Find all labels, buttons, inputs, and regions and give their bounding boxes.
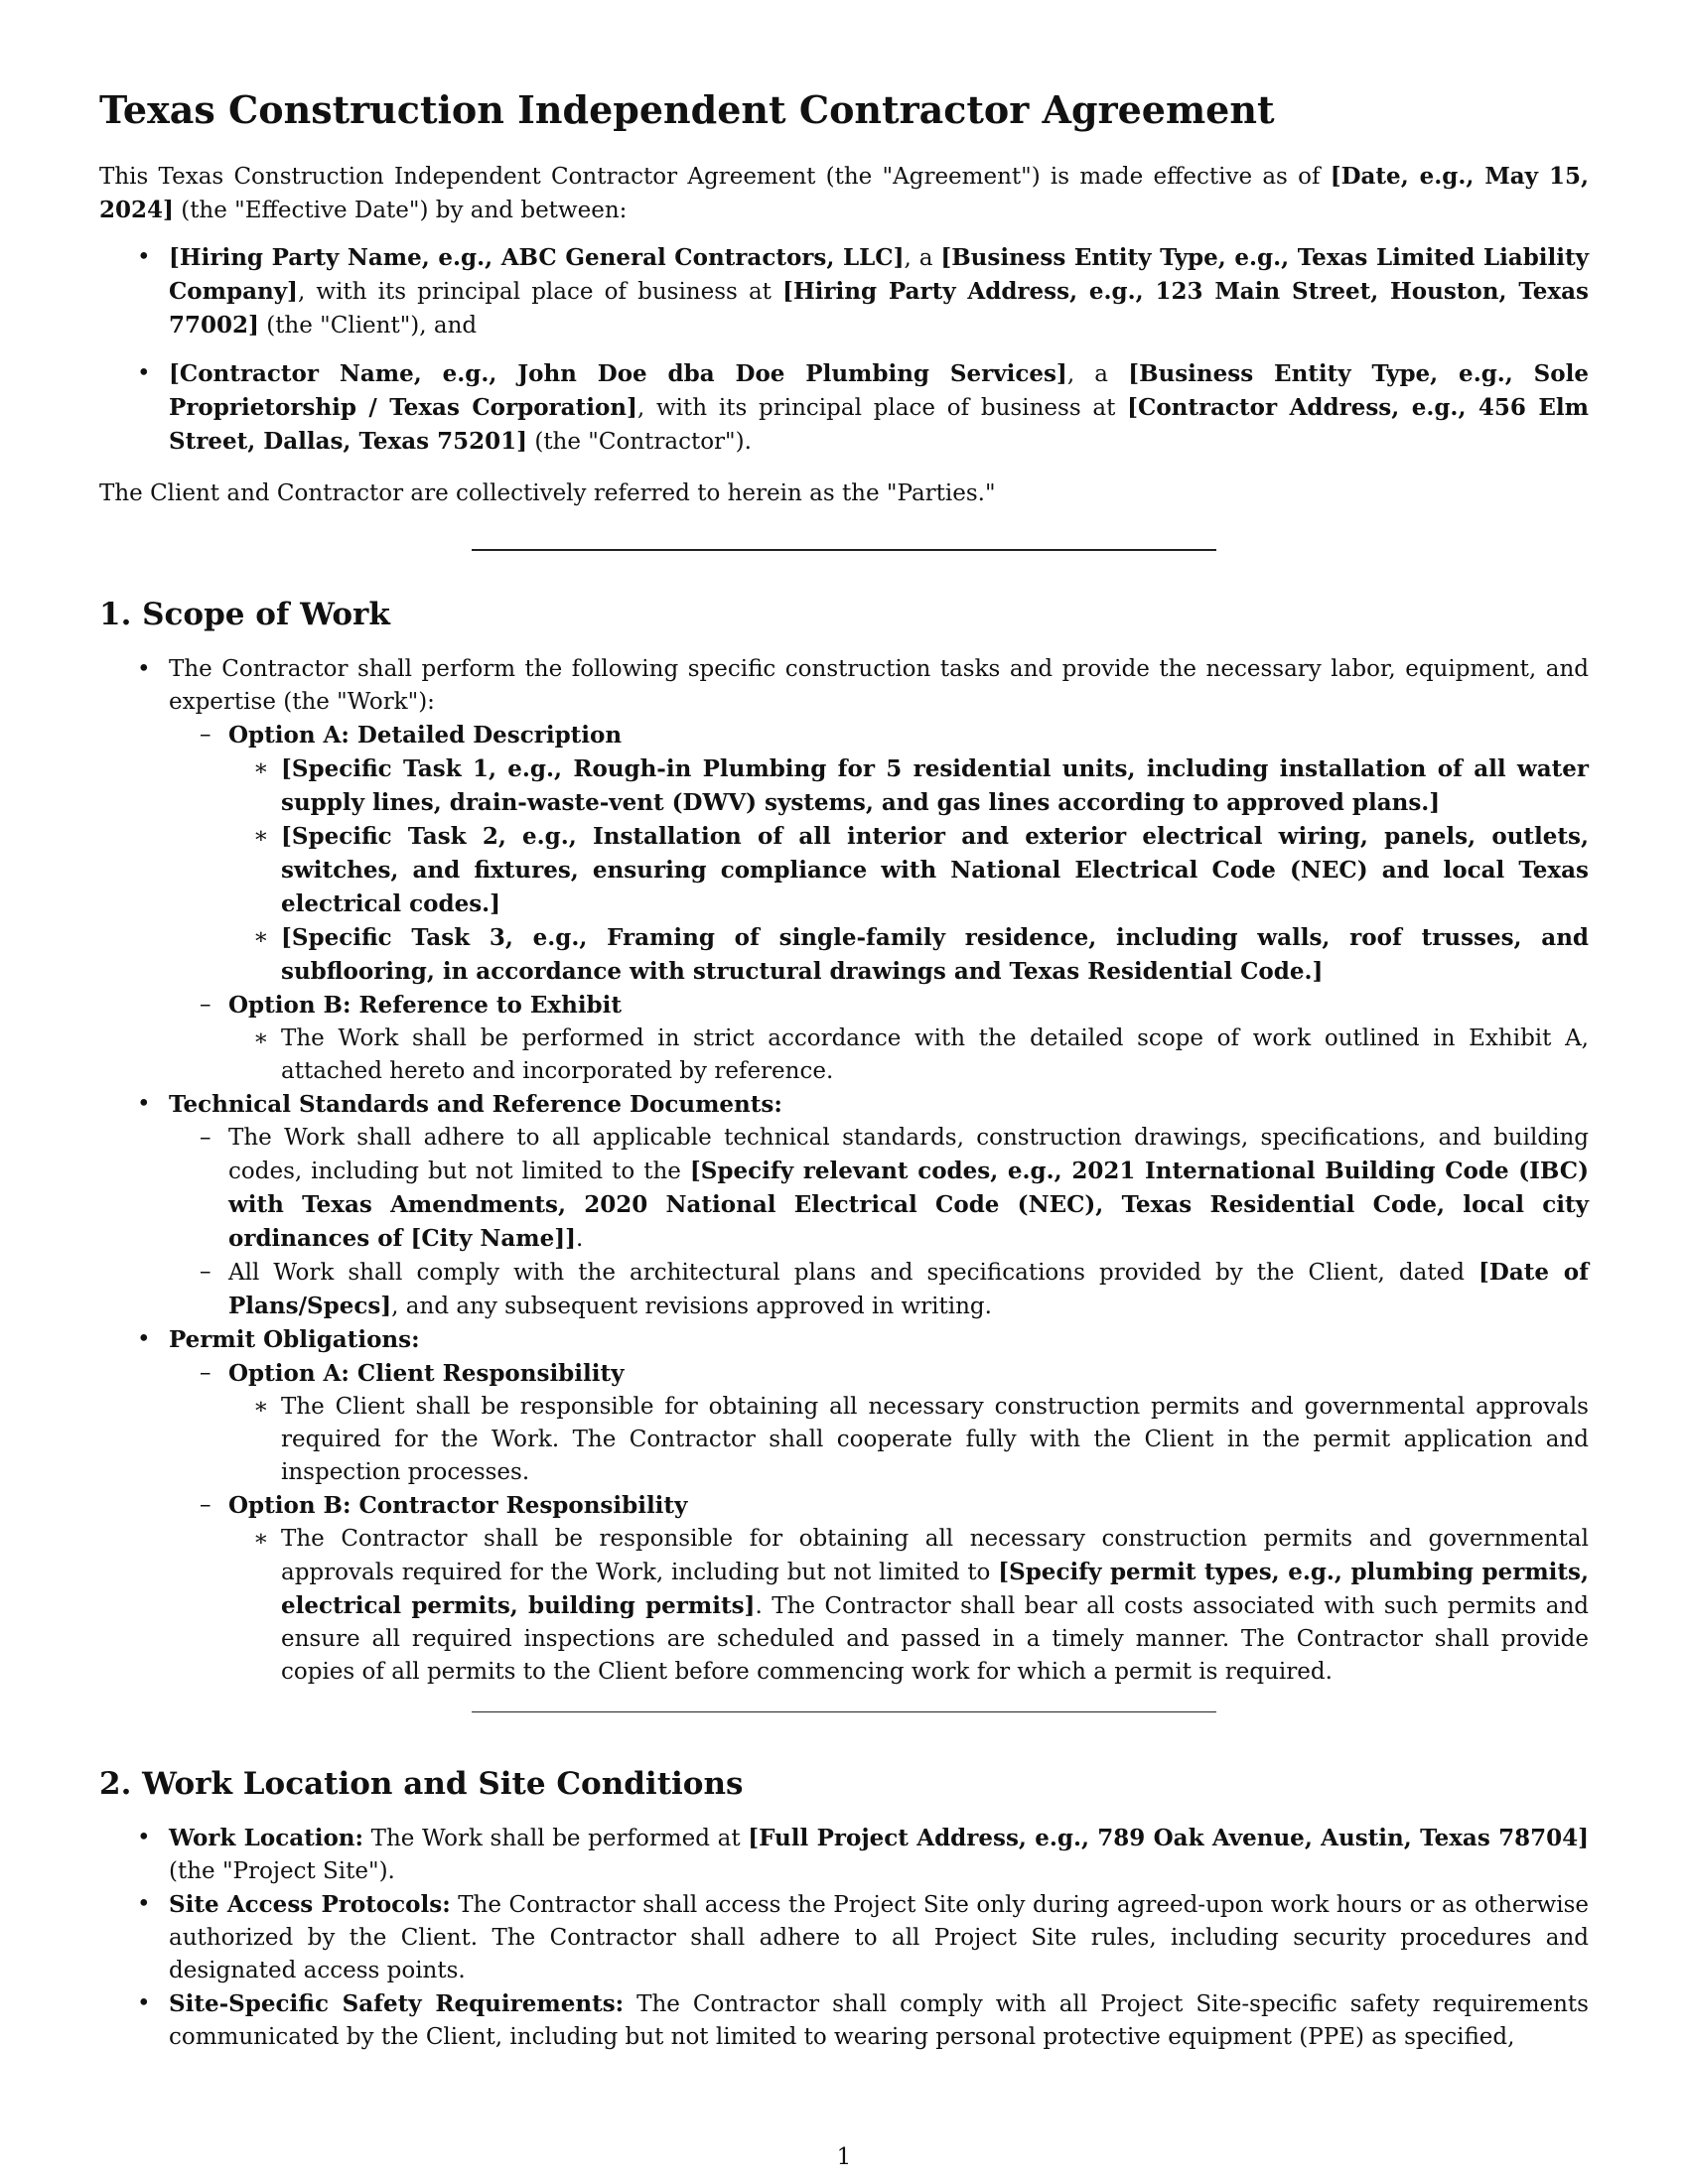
work-location-text: The Work shall be performed at [363, 1826, 749, 1851]
party-client [99, 241, 1589, 342]
section-2-heading: 2. Work Location and Site Conditions [99, 1766, 744, 1802]
technical-standards-label: Technical Standards and Reference Documents: [169, 1091, 782, 1118]
page-number: 1 [836, 2144, 852, 2170]
permit-option-a [99, 1357, 1589, 1489]
plans-item [99, 1256, 1589, 1323]
document-title: Texas Construction Independent Contractor Agreement [99, 87, 1275, 132]
work-location-text: (the "Project Site"). [169, 1858, 395, 1884]
site-access-text: The Contractor shall access the Project Site only during agreed-upon work hours or as otherwise authorized by the Client. The Contractor shall adhere to all Project Site rules, including security procedures and designated access points. [169, 1892, 1589, 1983]
exhibit-item: ∗ The Work shall be performed in strict accordance with the detailed scope of work outlined in Exhibit A, attached hereto and incorporated by reference. [99, 1023, 1589, 1088]
scope-work-item [99, 653, 1589, 1088]
party-text: , with its principal place of business at [636, 395, 1128, 421]
party-text: , with its principal place of business at [297, 279, 783, 305]
contractor-name-placeholder: [Contractor Name, e.g., John Doe dba Doe Plumbing Services] [169, 360, 1067, 387]
site-safety-item [99, 1987, 1589, 2054]
permit-b-body: The Contractor shall be responsible for obtaining all necessary construction permits and governmental approvals required for the Work, including but not limited to [281, 1526, 1589, 1585]
standards-text: . [576, 1226, 584, 1252]
permit-option-b-label: Option B: Contractor Responsibility [228, 1492, 688, 1519]
site-safety-text: The Contractor shall comply with all Project Site-specific safety requirements communicated by the Client, including but not limited to wearing personal protective equipment (PPE) as specified, [169, 1991, 1589, 2050]
codes-placeholder: [Specify relevant codes, e.g., 2021 International Building Code (IBC) with Texas Amendments, 2020 National Electrical Code (NEC), Texas Residential Code, local city ordinances of [City Name]] [228, 1158, 1589, 1252]
permit-obligations-item [99, 1323, 1589, 1689]
permit-obligations-label: Permit Obligations: [169, 1326, 420, 1353]
client-address-placeholder: [Hiring Party Address, e.g., 123 Main Street, Houston, Texas 77002] [169, 278, 1589, 339]
permit-option-b [99, 1489, 1589, 1689]
technical-standards-item [99, 1088, 1589, 1323]
permit-types-placeholder: [Specify permit types, e.g., plumbing permits, electrical permits, building permits] [281, 1559, 1589, 1619]
work-location-item [99, 1822, 1589, 1888]
permit-option-a-label: Option A: Client Responsibility [228, 1360, 625, 1387]
scope-list [99, 653, 1589, 1689]
party-text: (the "Client"), and [258, 313, 478, 339]
standards-item [99, 1122, 1589, 1256]
contractor-entity-placeholder: [Business Entity Type, e.g., Sole Proprietorship / Texas Corporation] [169, 360, 1589, 421]
contractor-address-placeholder: [Contractor Address, e.g., 456 Elm Street, Dallas, Texas 75201] [169, 394, 1589, 455]
permit-b-list [228, 1523, 1589, 1689]
party-text: (the "Contractor"). [527, 429, 752, 455]
scope-option-b [99, 989, 1589, 1088]
permit-a-list [228, 1391, 1589, 1489]
effective-date-placeholder: [Date, e.g., May 15, 2024] [99, 163, 1589, 223]
task-item [99, 820, 1589, 921]
permit-b-body: . The Contractor shall bear all costs associated with such permits and ensure all required inspections are scheduled and passed in a timely manner. The Contractor shall provide copies of all permits to the Client before commencing work for which a permit is required. [281, 1593, 1589, 1685]
plans-text: , and any subsequent revisions approved in writing. [391, 1294, 992, 1319]
section-1-heading: 1. Scope of Work [99, 597, 390, 632]
site-safety-label: Site-Specific Safety Requirements: [169, 1990, 625, 2017]
task-2-placeholder: [Specific Task 2, e.g., Installation of all interior and exterior electrical wiring, panels, outlets, switches, and fixtures, ensuring compliance with National Electrical Code (NEC) and local Texas electrical codes.] [281, 823, 1589, 917]
option-a-label: Option A: Detailed Description [228, 722, 623, 749]
work-intro-text: The Contractor shall perform the following specific construction tasks and provide the necessary labor, equipment, and expertise (the "Work"): [169, 656, 1589, 715]
section-divider [472, 1711, 1216, 1712]
task-3-placeholder: [Specific Task 3, e.g., Framing of single-family residence, including walls, roof trusses, and subflooring, in accordance with structural drawings and Texas Residential Code.] [281, 924, 1589, 985]
work-location-label: Work Location: [169, 1825, 364, 1851]
permit-options-list [169, 1357, 1589, 1689]
exhibit-list [228, 1023, 1589, 1088]
site-access-label: Site Access Protocols: [169, 1891, 451, 1918]
scope-options-list [169, 719, 1589, 1088]
client-name-placeholder: [Hiring Party Name, e.g., ABC General Contractors, LLC] [169, 244, 905, 271]
standards-text: The Work shall adhere to all applicable technical standards, construction drawings, specifications, and building codes, including but not limited to the [228, 1125, 1589, 1184]
plans-text: All Work shall comply with the architectural plans and specifications provided by the Client, dated [228, 1260, 1478, 1286]
option-b-label: Option B: Reference to Exhibit [228, 992, 622, 1019]
site-access-item [99, 1888, 1589, 1987]
parties-list [99, 241, 1589, 474]
task-item [99, 752, 1589, 820]
permit-a-text: ∗ The Client shall be responsible for obtaining all necessary construction permits and governmental approvals required for the Work. The Contractor shall cooperate fully with the Client in the permit application and inspection processes. [99, 1391, 1589, 1489]
party-contractor [99, 357, 1589, 459]
project-address-placeholder: [Full Project Address, e.g., 789 Oak Avenue, Austin, Texas 78704] [748, 1825, 1589, 1851]
site-conditions-list [99, 1822, 1589, 2054]
intro-paragraph [99, 160, 1589, 227]
plans-date-placeholder: [Date of Plans/Specs] [228, 1259, 1589, 1319]
intro-text: (the "Effective Date") by and between: [173, 198, 628, 223]
client-entity-placeholder: [Business Entity Type, e.g., Texas Limited Liability Company] [169, 244, 1589, 305]
party-text: , a [904, 245, 941, 271]
permit-b-text [99, 1523, 1589, 1689]
task-item [99, 921, 1589, 989]
task-1-placeholder: [Specific Task 1, e.g., Rough-in Plumbing for 5 residential units, including installation of all water supply lines, drain-waste-vent (DWV) systems, and gas lines according to approved plans.] [281, 755, 1589, 816]
scope-option-a [99, 719, 1589, 989]
intro-text: This Texas Construction Independent Contractor Agreement (the "Agreement") is made effective as of [99, 164, 1331, 190]
task-list [228, 752, 1589, 989]
section-divider [472, 549, 1216, 551]
party-text: , a [1066, 361, 1129, 387]
technical-standards-list [169, 1122, 1589, 1323]
collective-paragraph: The Client and Contractor are collectively referred to herein as the "Parties." [99, 480, 996, 506]
